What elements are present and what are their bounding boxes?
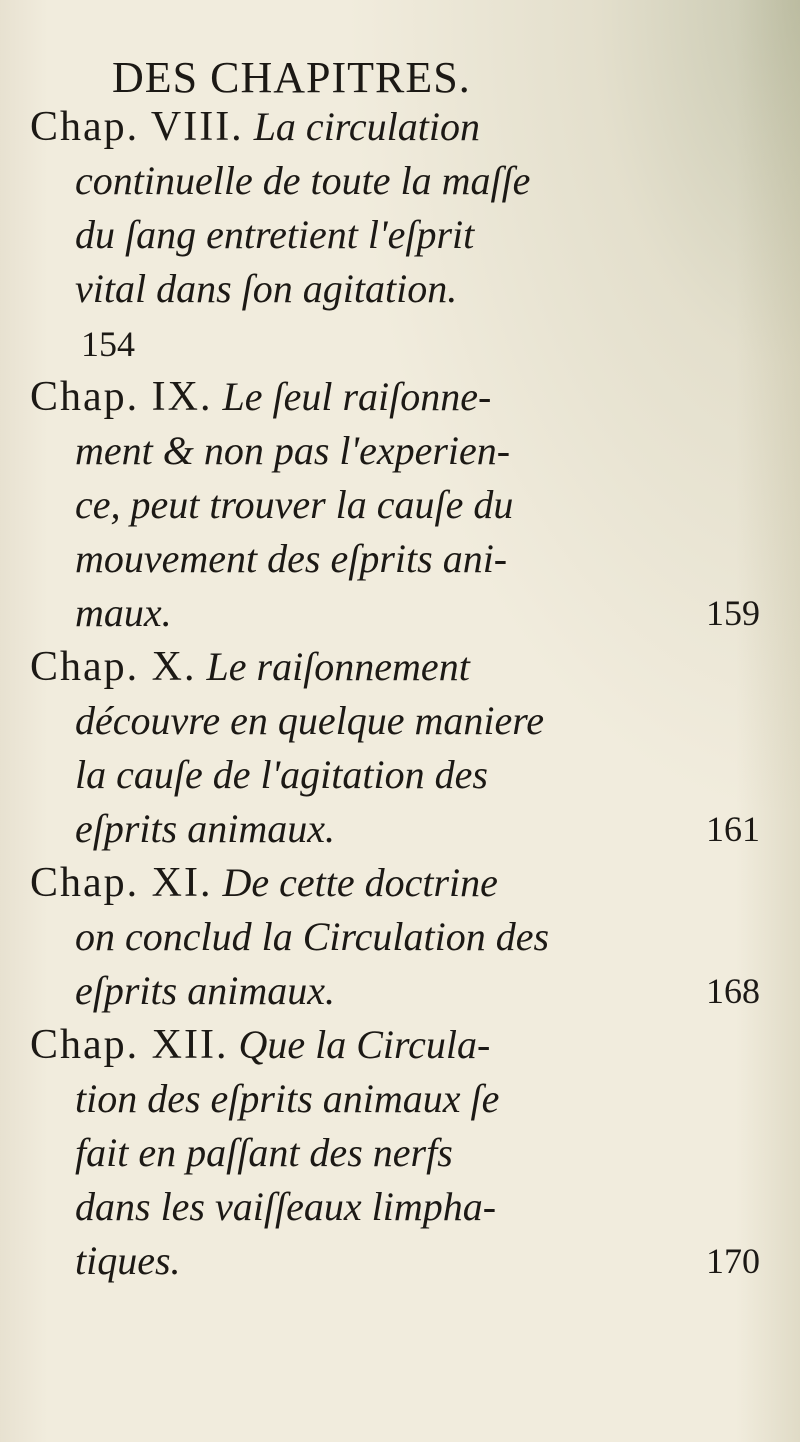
chapter-title-text: Le raiſonnement xyxy=(206,644,470,689)
toc-line xyxy=(30,640,770,694)
chapter-label: Chap. IX. xyxy=(30,374,213,420)
toc-entry-chap-11 xyxy=(30,856,770,1018)
chapter-title-text: eſprits animaux. xyxy=(75,806,335,851)
toc-line xyxy=(30,1234,770,1288)
toc-entry-chap-12 xyxy=(30,1018,770,1288)
toc-line xyxy=(30,1018,770,1072)
toc-line xyxy=(30,370,770,424)
chapter-title-text: maux. xyxy=(75,590,172,635)
toc-entry-chap-10 xyxy=(30,640,770,856)
chapter-title-text: Le ſeul raiſonne- xyxy=(222,374,492,419)
toc-line xyxy=(30,586,770,640)
toc-line: découvre en quelque maniere xyxy=(75,698,545,743)
chapter-label: Chap. XI. xyxy=(30,860,213,906)
page-number: 161 xyxy=(706,809,760,849)
toc-entry-chap-9 xyxy=(30,370,770,640)
toc-line: dans les vaiſſeaux limpha- xyxy=(75,1184,497,1229)
toc-line: continuelle de toute la maſſe xyxy=(75,158,531,203)
toc-line xyxy=(30,856,770,910)
toc-line: mouvement des eſprits ani- xyxy=(75,536,508,581)
chapter-title-text: La circulation xyxy=(253,104,480,149)
chapter-title-text: tiques. xyxy=(75,1238,181,1283)
toc-entry-chap-8 xyxy=(30,100,770,370)
toc-line xyxy=(30,316,770,370)
chapter-title-text: Que la Circula- xyxy=(238,1022,491,1067)
chapter-title-text: De cette doctrine xyxy=(222,860,498,905)
page-number: 154 xyxy=(81,324,135,364)
page-number: 168 xyxy=(706,971,760,1011)
toc-line xyxy=(30,802,770,856)
table-of-contents xyxy=(30,100,770,1288)
chapter-title-text: eſprits animaux. xyxy=(75,968,335,1013)
page-number: 159 xyxy=(706,593,760,633)
chapter-label: Chap. X. xyxy=(30,644,197,690)
toc-line: tion des eſprits animaux ſe xyxy=(75,1076,500,1121)
chapter-label: Chap. VIII. xyxy=(30,104,244,150)
toc-line: vital dans ſon agitation. xyxy=(75,266,458,311)
toc-line: du ſang entretient l'eſprit xyxy=(75,212,475,257)
toc-line: on conclud la Circulation des xyxy=(75,914,550,959)
toc-line: ce, peut trouver la cauſe du xyxy=(75,482,514,527)
running-header: DES CHAPITRES. xyxy=(112,53,471,102)
toc-line: fait en paſſant des nerfs xyxy=(75,1130,453,1175)
toc-line xyxy=(30,100,770,154)
toc-line xyxy=(30,964,770,1018)
toc-line: ment & non pas l'experien- xyxy=(75,428,511,473)
page-number: 170 xyxy=(706,1241,760,1281)
toc-line: la cauſe de l'agitation des xyxy=(75,752,488,797)
chapter-label: Chap. XII. xyxy=(30,1022,229,1068)
